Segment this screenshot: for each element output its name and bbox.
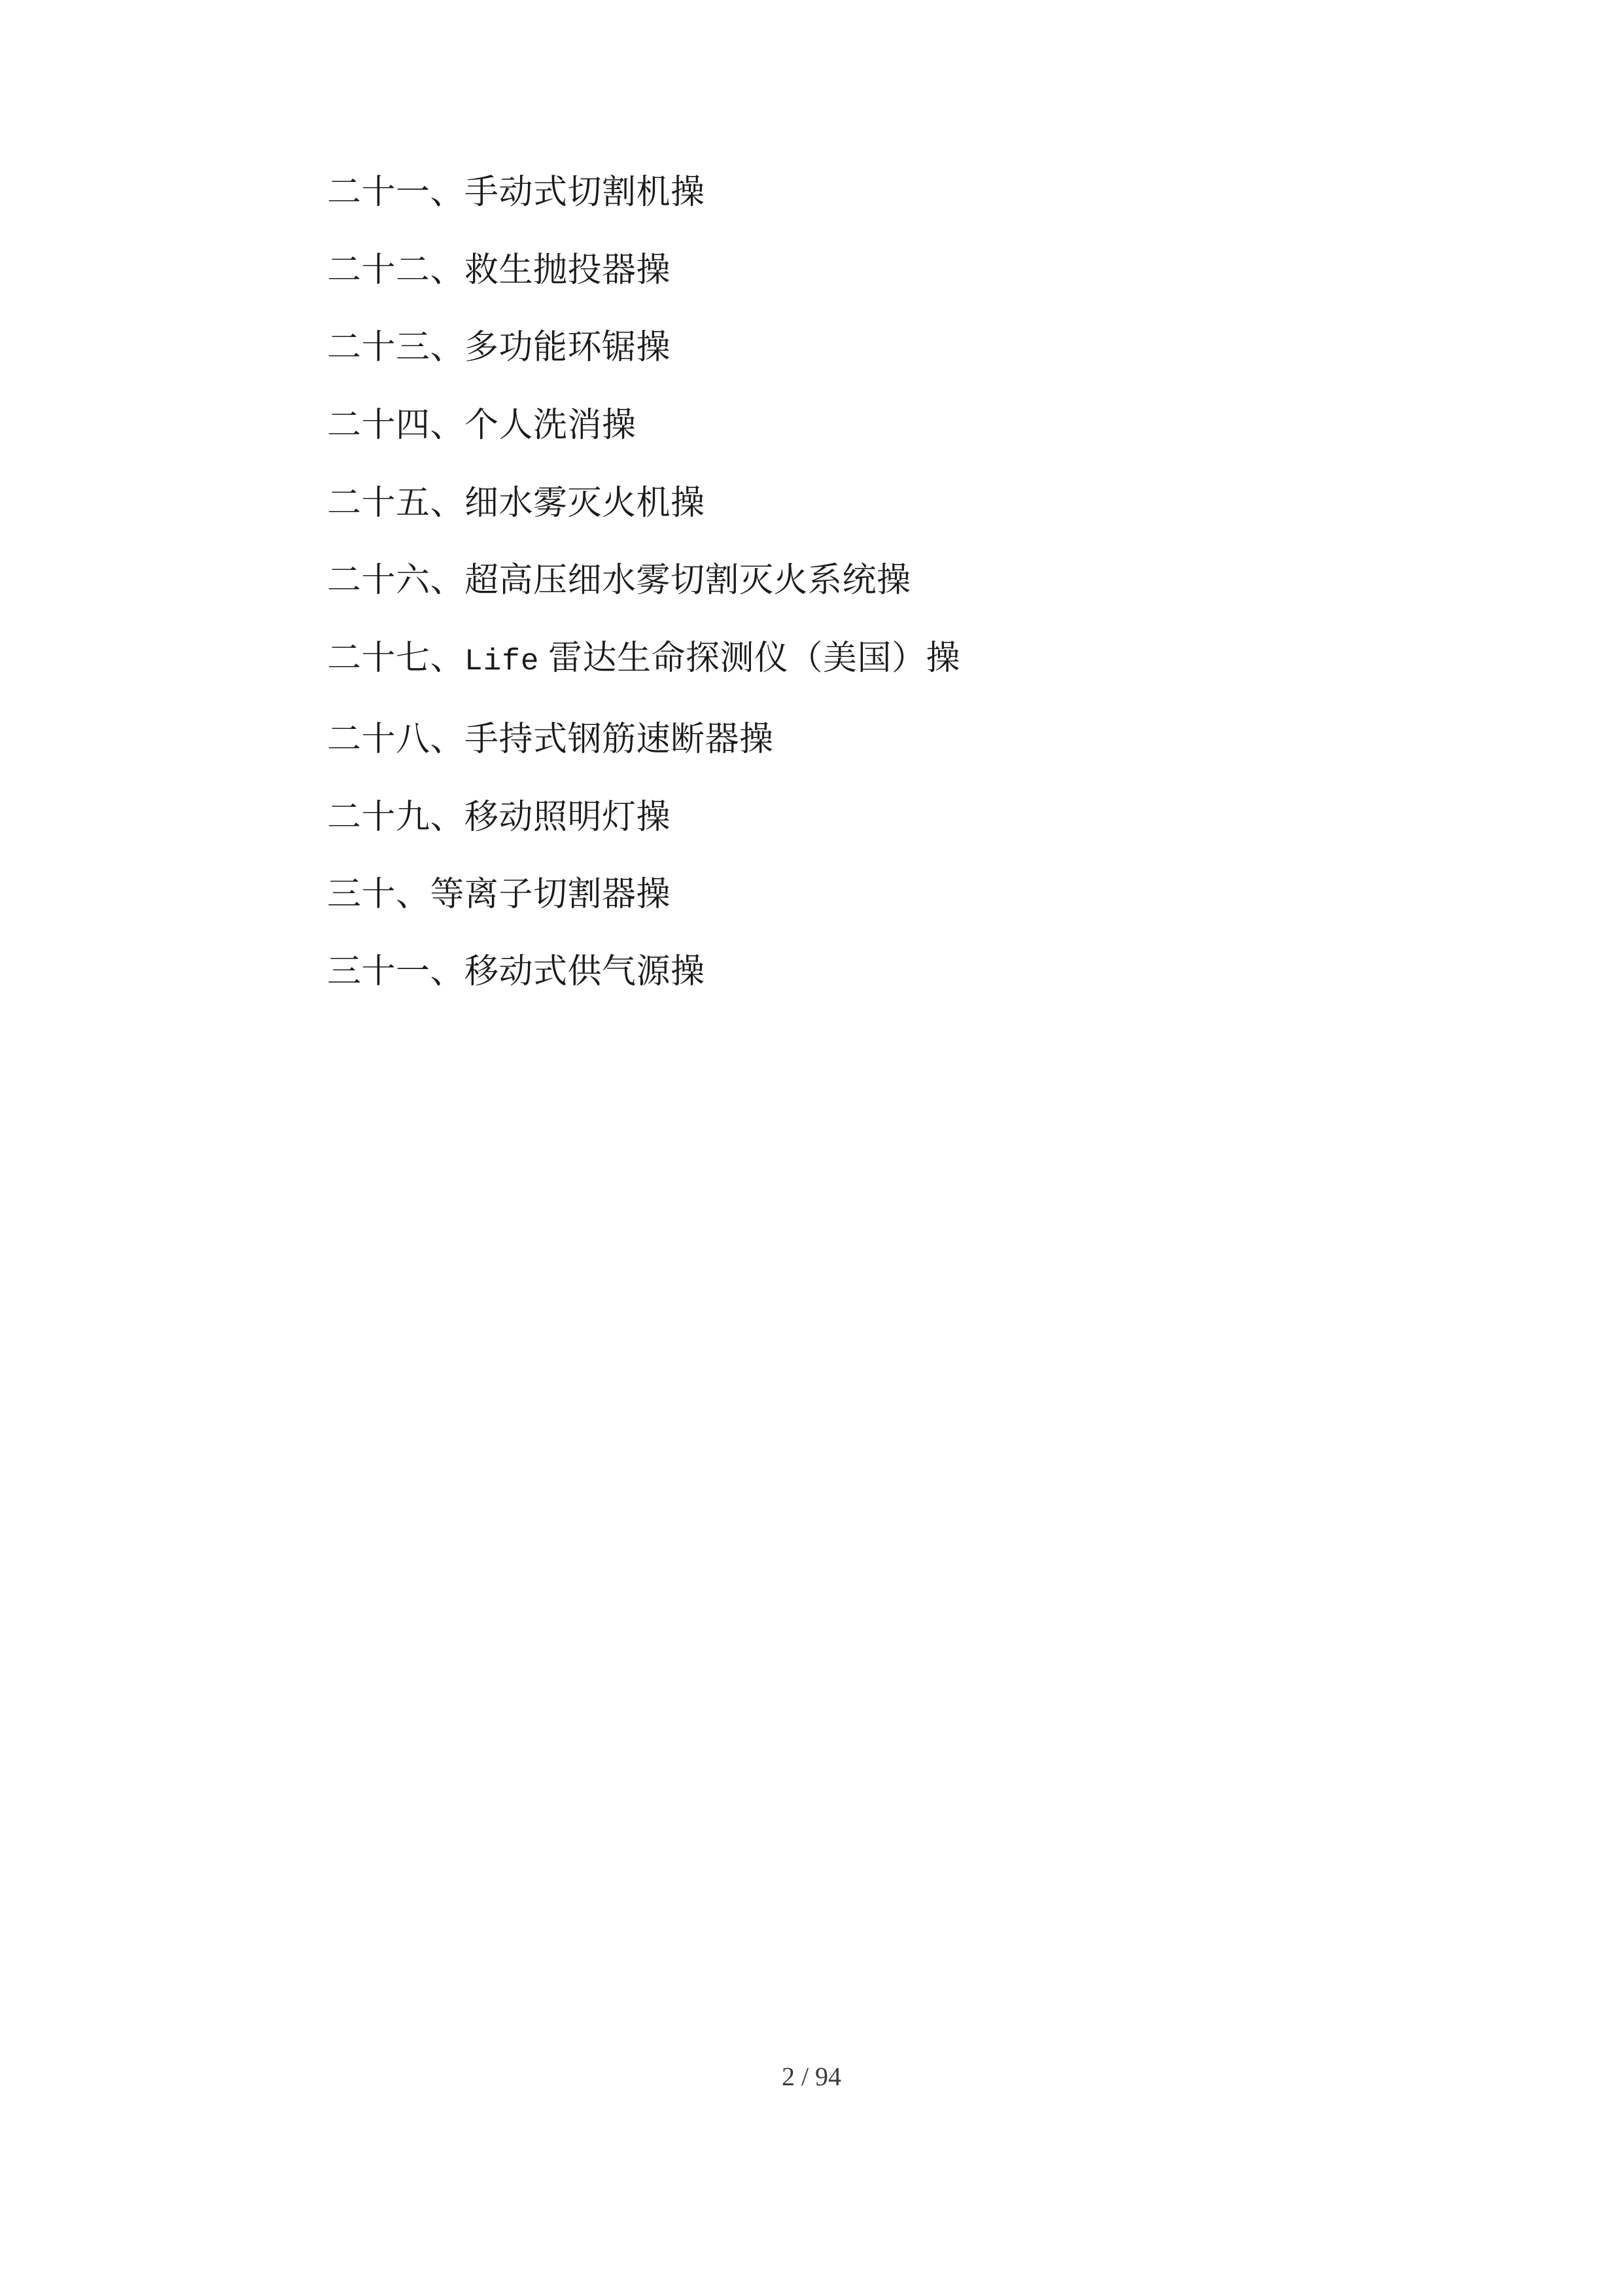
page-number: 2 / 94 — [781, 2062, 842, 2091]
table-of-contents — [327, 154, 1348, 1011]
list-item: 二十一、手动式切割机操 — [327, 174, 705, 211]
list-item-latin-text: Life — [464, 645, 540, 679]
list-item: 二十五、细水雾灭火机操 — [327, 485, 705, 522]
list-item: 三十、等离子切割器操 — [327, 876, 671, 913]
list-item: 二十六、超高压细水雾切割灭火系统操 — [327, 562, 911, 599]
list-item: 二十九、移动照明灯操 — [327, 799, 671, 836]
list-item-suffix: 雷达生命探测仪（美国）操 — [548, 640, 960, 677]
list-item: 二十四、个人洗消操 — [327, 407, 637, 444]
list-item-life-radar — [327, 620, 1348, 701]
list-item: 二十三、多功能环锯操 — [327, 329, 671, 366]
list-item: 三十一、移动式供气源操 — [327, 953, 705, 991]
list-item: 二十八、手持式钢筋速断器操 — [327, 721, 774, 758]
list-item: 二十二、救生抛投器操 — [327, 252, 671, 289]
list-item-prefix: 二十七、 — [327, 640, 465, 677]
